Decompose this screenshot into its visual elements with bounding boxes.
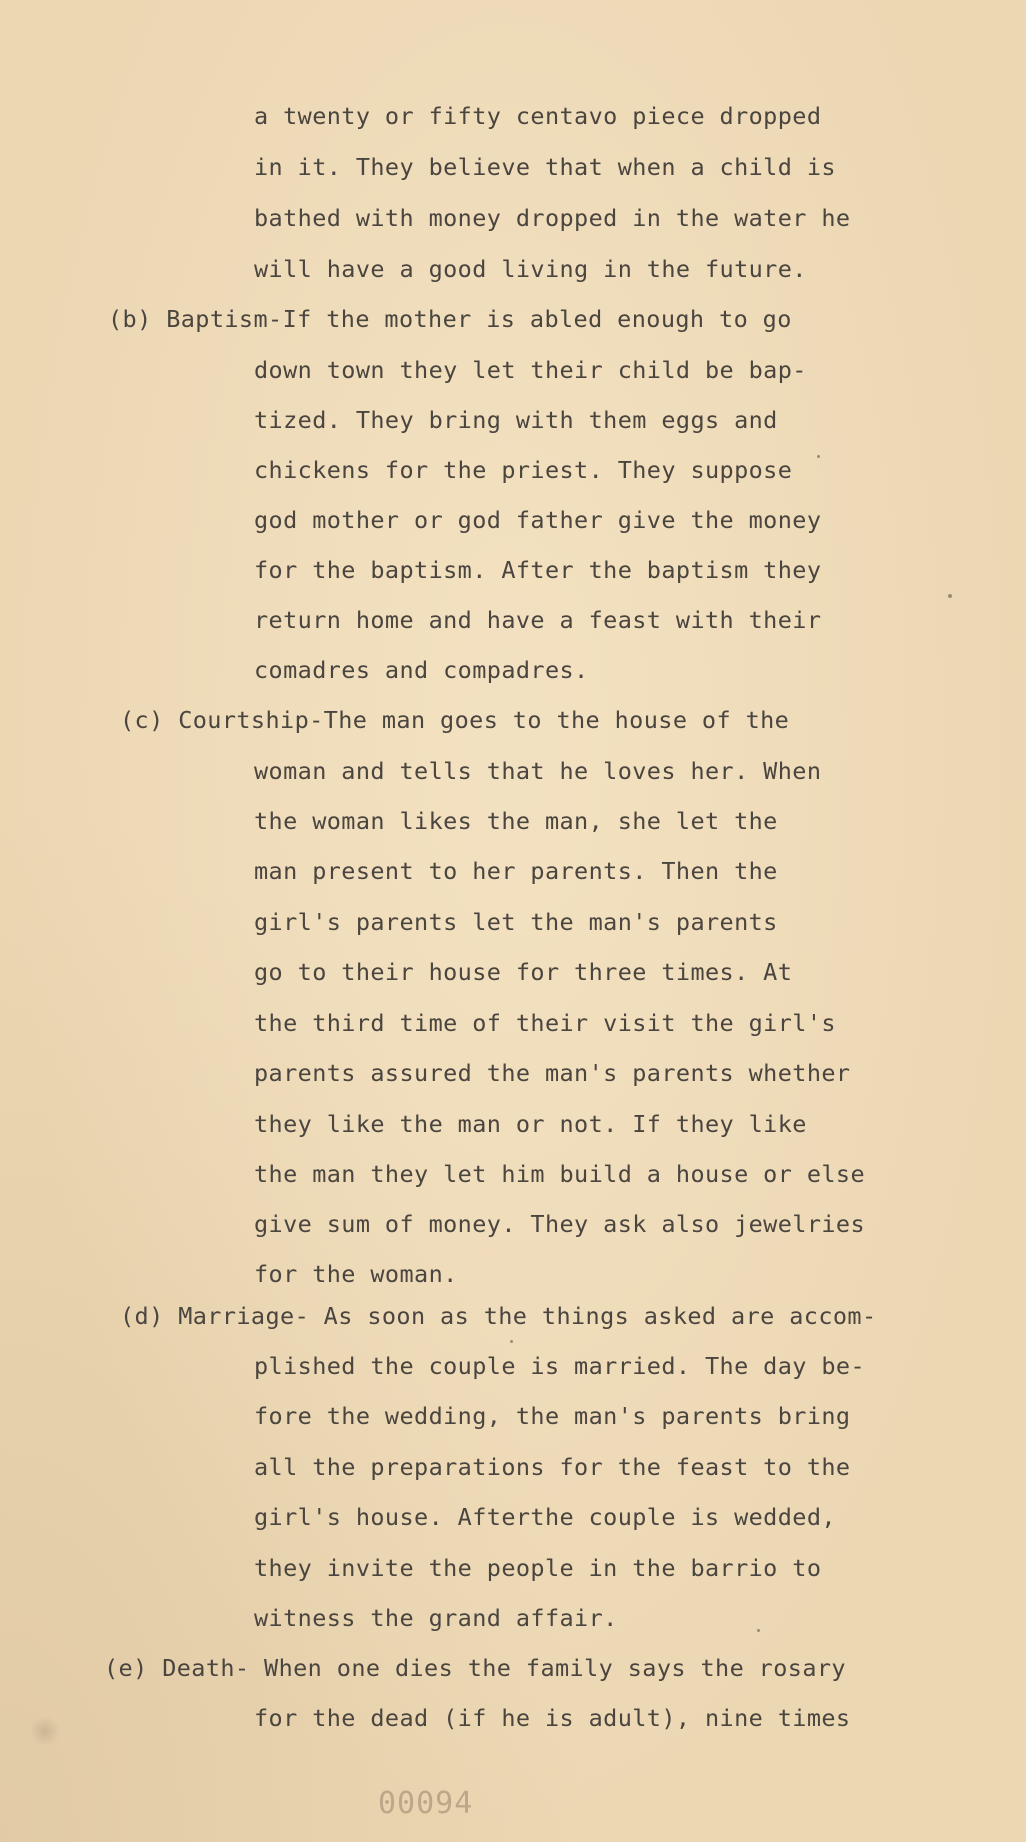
text-line-8: chickens for the priest. They suppose [254, 456, 793, 484]
section-c-courtship: (c) Courtship-The man goes to the house of the [120, 706, 790, 734]
paper-speck [757, 1629, 760, 1632]
text-line-29: girl's house. Afterthe couple is wedded, [254, 1503, 836, 1531]
text-line-4: will have a good living in the future. [254, 255, 807, 283]
text-line-10: for the baptism. After the baptism they [254, 556, 822, 584]
text-line-18: go to their house for three times. At [254, 958, 793, 986]
text-line-21: they like the man or not. If they like [254, 1110, 807, 1138]
section-d-marriage: (d) Marriage- As soon as the things asked are accom- [120, 1302, 877, 1330]
text-line-26: plished the couple is married. The day be- [254, 1352, 866, 1380]
section-b-baptism: (b) Baptism-If the mother is abled enough to go [108, 305, 792, 333]
text-line-15: the woman likes the man, she let the [254, 807, 778, 835]
text-line-3: bathed with money dropped in the water he [254, 204, 851, 232]
text-line-24: for the woman. [254, 1260, 458, 1288]
text-line-17: girl's parents let the man's parents [254, 908, 778, 936]
text-line-31: witness the grand affair. [254, 1604, 618, 1632]
text-line-27: fore the wedding, the man's parents bring [254, 1402, 851, 1430]
text-line-12: comadres and compadres. [254, 656, 589, 684]
text-line-11: return home and have a feast with their [254, 606, 822, 634]
paper-speck [948, 594, 952, 598]
text-line-7: tized. They bring with them eggs and [254, 406, 778, 434]
text-line-16: man present to her parents. Then the [254, 857, 778, 885]
text-line-20: parents assured the man's parents whether [254, 1059, 851, 1087]
section-e-death: (e) Death- When one dies the family says the rosary [104, 1654, 846, 1682]
text-line-9: god mother or god father give the money [254, 506, 822, 534]
paper-speck [817, 455, 820, 458]
paper-stain [30, 1716, 60, 1746]
text-line-2: in it. They believe that when a child is [254, 153, 836, 181]
text-line-28: all the preparations for the feast to the [254, 1453, 851, 1481]
text-line-14: woman and tells that he loves her. When [254, 757, 822, 785]
paper-speck [510, 1340, 513, 1343]
text-line-22: the man they let him build a house or else [254, 1160, 866, 1188]
text-line-1: a twenty or fifty centavo piece dropped [254, 102, 822, 130]
text-line-30: they invite the people in the barrio to [254, 1554, 822, 1582]
page-number: 00094 [378, 1786, 474, 1821]
text-line-23: give sum of money. They ask also jewelries [254, 1210, 866, 1238]
text-line-19: the third time of their visit the girl's [254, 1009, 836, 1037]
text-line-33: for the dead (if he is adult), nine times [254, 1704, 851, 1732]
text-line-6: down town they let their child be bap- [254, 356, 807, 384]
